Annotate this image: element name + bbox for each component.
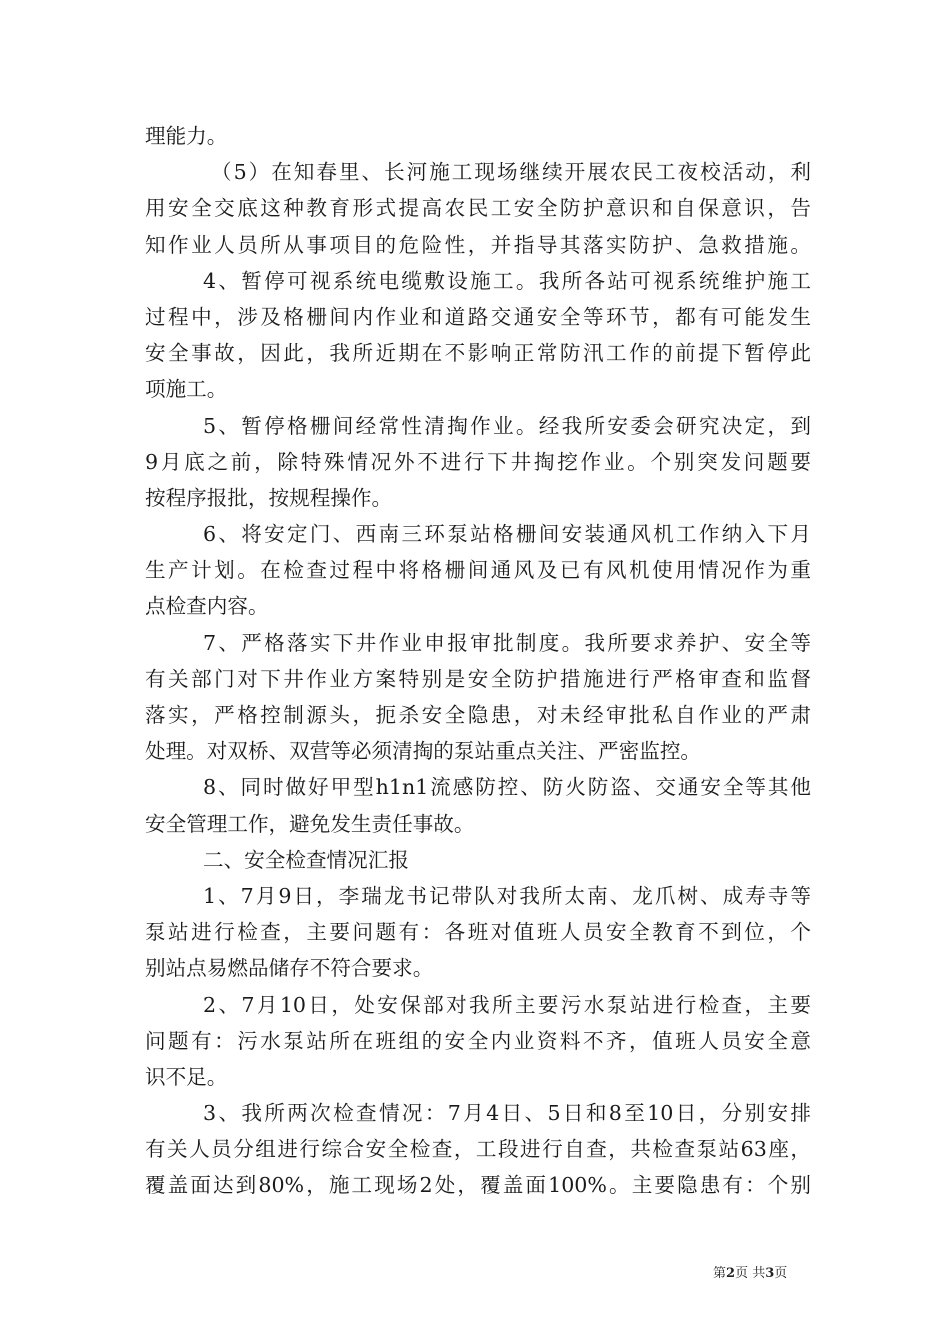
text-line: 生产计划。在检查过程中将格栅间通风及已有风机使用情况作为重 [145,558,811,583]
text-line: 别站点易燃品储存不符合要求。 [145,956,434,981]
text-line: 用安全交底这种教育形式提高农民工安全防护意识和自保意识，告 [145,196,811,221]
text-line: 6、将安定门、西南三环泵站格栅间安装通风机工作纳入下月 [203,522,811,547]
document-body [145,118,811,1204]
text-line: 4、暂停可视系统电缆敷设施工。我所各站可视系统维护施工 [203,268,811,293]
text-line: 1、7月9日，李瑞龙书记带队对我所太南、龙爪树、成寿寺等 [203,883,811,908]
text-line: 问题有：污水泵站所在班组的安全内业资料不齐，值班人员安全意 [145,1028,811,1053]
text-line: 安全管理工作，避免发生责任事故。 [145,811,475,836]
text-line: 二、安全检查情况汇报 [203,847,409,872]
text-line: 处理。对双桥、双营等必须清掏的泵站重点关注、严密监控。 [145,739,702,764]
current-page-number: 2 [726,1266,736,1281]
text-line: 按程序报批，按规程操作。 [145,485,393,510]
text-line: （5）在知春里、长河施工现场继续开展农民工夜校活动，利 [211,160,811,185]
total-pages-number: 3 [765,1266,775,1281]
text-line: 落实，严格控制源头，扼杀安全隐患，对未经审批私自作业的严肃 [145,703,811,727]
text-line: 2、7月10日，处安保部对我所主要污水泵站进行检查，主要 [203,992,811,1017]
text-line: 理能力。 [145,124,228,148]
text-line: 9月底之前，除特殊情况外不进行下井掏挖作业。个别突发问题要 [145,449,811,474]
page-number-prefix: 第 [713,1266,727,1281]
text-line: 有关人员分组进行综合安全检查，工段进行自查，共检查泵站63座， [145,1137,811,1162]
text-line: 5、暂停格栅间经常性清掏作业。经我所安委会研究决定，到 [203,413,811,438]
text-line: 泵站进行检查，主要问题有：各班对值班人员安全教育不到位，个 [145,920,811,945]
text-line: 知作业人员所从事项目的危险性，并指导其落实防护、急救措施。 [145,232,811,257]
text-line: 过程中，涉及格栅间内作业和道路交通安全等环节，都有可能发生 [145,304,811,329]
page-number-middle: 页 共 [735,1266,766,1281]
text-line: 7、严格落实下井作业申报审批制度。我所要求养护、安全等 [203,630,811,655]
text-line: 项施工。 [145,377,228,402]
text-line: 点检查内容。 [145,594,269,619]
text-line: 3、我所两次检查情况：7月4日、5日和8至10日，分别安排 [203,1101,811,1126]
text-line: 识不足。 [145,1064,228,1089]
text-line: 安全事故，因此，我所近期在不影响正常防汛工作的前提下暂停此 [145,341,811,366]
page-number-suffix: 页 [774,1266,788,1281]
page-number [713,1262,787,1281]
text-line: 覆盖面达到80%，施工现场2处，覆盖面100%。主要隐患有：个别 [145,1173,811,1198]
text-line: 8、同时做好甲型h1n1流感防控、防火防盗、交通安全等其他 [203,775,811,800]
text-line: 有关部门对下井作业方案特别是安全防护措施进行严格审查和监督 [145,666,811,691]
